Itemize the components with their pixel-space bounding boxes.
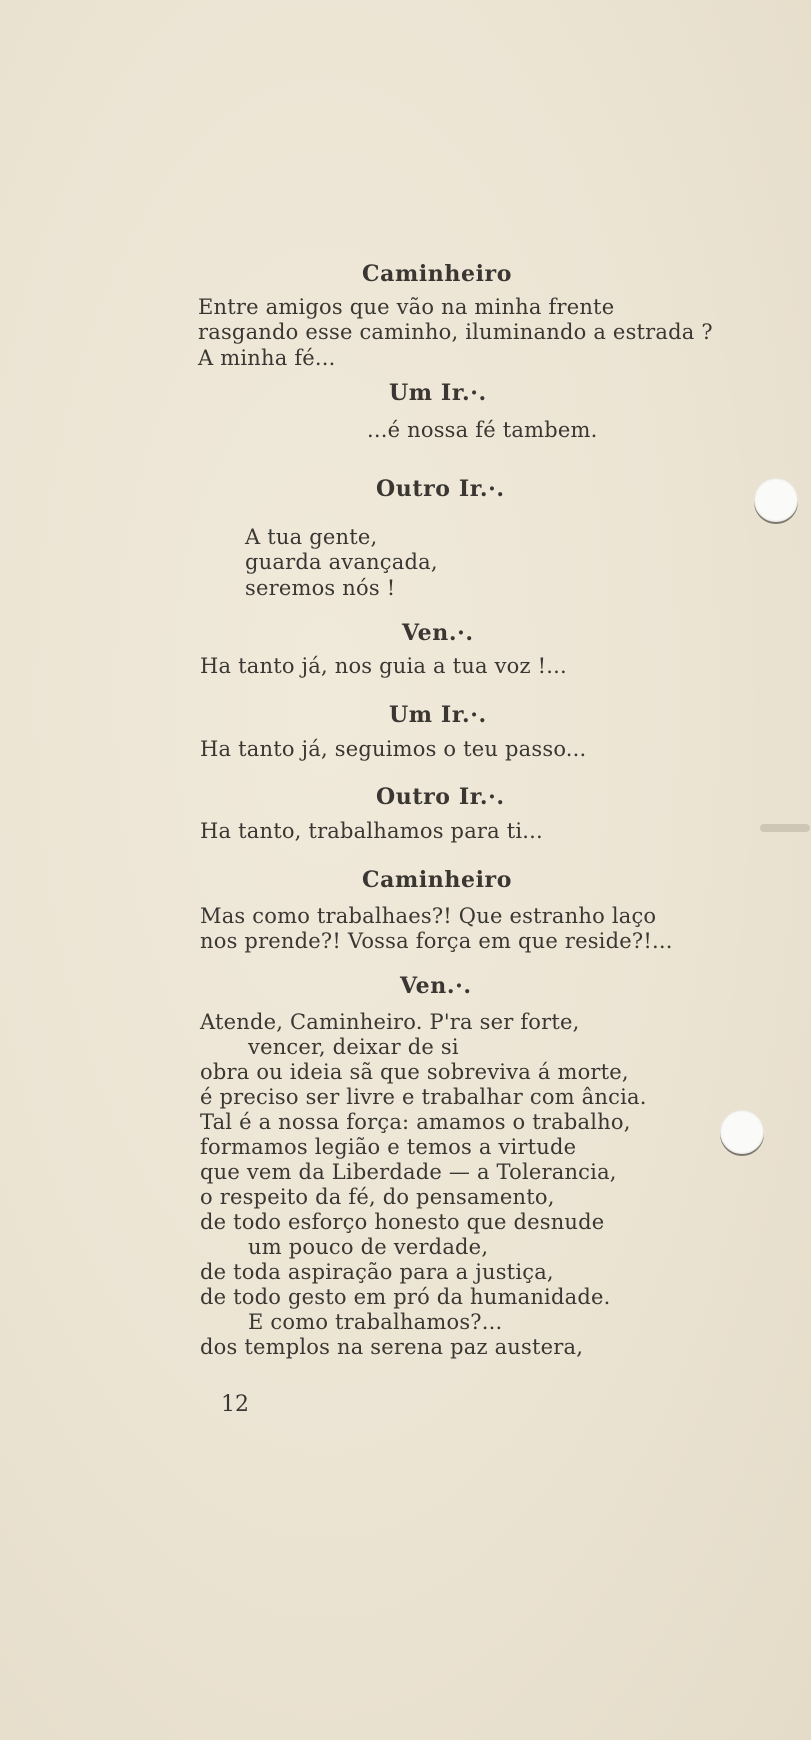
paper-tear (760, 824, 810, 832)
verse-line: formamos legião e temos a virtude (200, 1135, 577, 1159)
verse-line: que vem da Liberdade — a Tolerancia, (200, 1160, 617, 1184)
speaker-caminheiro-2: Caminheiro (362, 867, 513, 893)
speaker-ven-1: Ven.·. (402, 620, 474, 646)
speaker-outro-ir-1: Outro Ir.·. (376, 476, 505, 502)
verse-line: rasgando esse caminho, iluminando a estrada ? (198, 320, 713, 344)
verse-line: vencer, deixar de si (248, 1035, 459, 1059)
page-number: 12 (221, 1392, 249, 1417)
speaker-um-ir-2: Um Ir.·. (389, 702, 487, 728)
verse-line: guarda avançada, (245, 550, 438, 574)
verse-line: o respeito da fé, do pensamento, (200, 1185, 555, 1209)
binder-hole-top (754, 478, 798, 522)
verse-line: Mas como trabalhaes?! Que estranho laço (200, 904, 657, 928)
verse-line: obra ou ideia sã que sobreviva á morte, (200, 1060, 629, 1084)
verse-line: Ha tanto já, nos guia a tua voz !... (200, 654, 567, 678)
speaker-outro-ir-2: Outro Ir.·. (376, 784, 505, 810)
verse-line: A tua gente, (245, 525, 378, 549)
verse-line: dos templos na serena paz austera, (200, 1335, 584, 1359)
speaker-caminheiro-1: Caminheiro (362, 261, 513, 287)
verse-line: Ha tanto já, seguimos o teu passo... (200, 737, 587, 761)
verse-line: Entre amigos que vão na minha frente (198, 295, 615, 319)
speaker-um-ir-1: Um Ir.·. (389, 380, 487, 406)
speaker-ven-2: Ven.·. (400, 973, 472, 999)
verse-line: ...é nossa fé tambem. (367, 418, 598, 442)
verse-line: nos prende?! Vossa força em que reside?!... (200, 929, 673, 953)
verse-line: Tal é a nossa força: amamos o trabalho, (200, 1110, 631, 1134)
verse-line: um pouco de verdade, (248, 1235, 489, 1259)
verse-line: de todo gesto em pró da humanidade. (200, 1285, 611, 1309)
verse-line: A minha fé... (198, 346, 336, 370)
verse-line: seremos nós ! (245, 576, 396, 600)
verse-line: é preciso ser livre e trabalhar com ância. (200, 1085, 647, 1109)
verse-line: Atende, Caminheiro. P'ra ser forte, (200, 1010, 580, 1034)
verse-line: de toda aspiração para a justiça, (200, 1260, 554, 1284)
binder-hole-bottom (720, 1110, 764, 1154)
verse-line: Ha tanto, trabalhamos para ti... (200, 819, 543, 843)
verse-line: de todo esforço honesto que desnude (200, 1210, 605, 1234)
verse-line: E como trabalhamos?... (248, 1310, 503, 1334)
